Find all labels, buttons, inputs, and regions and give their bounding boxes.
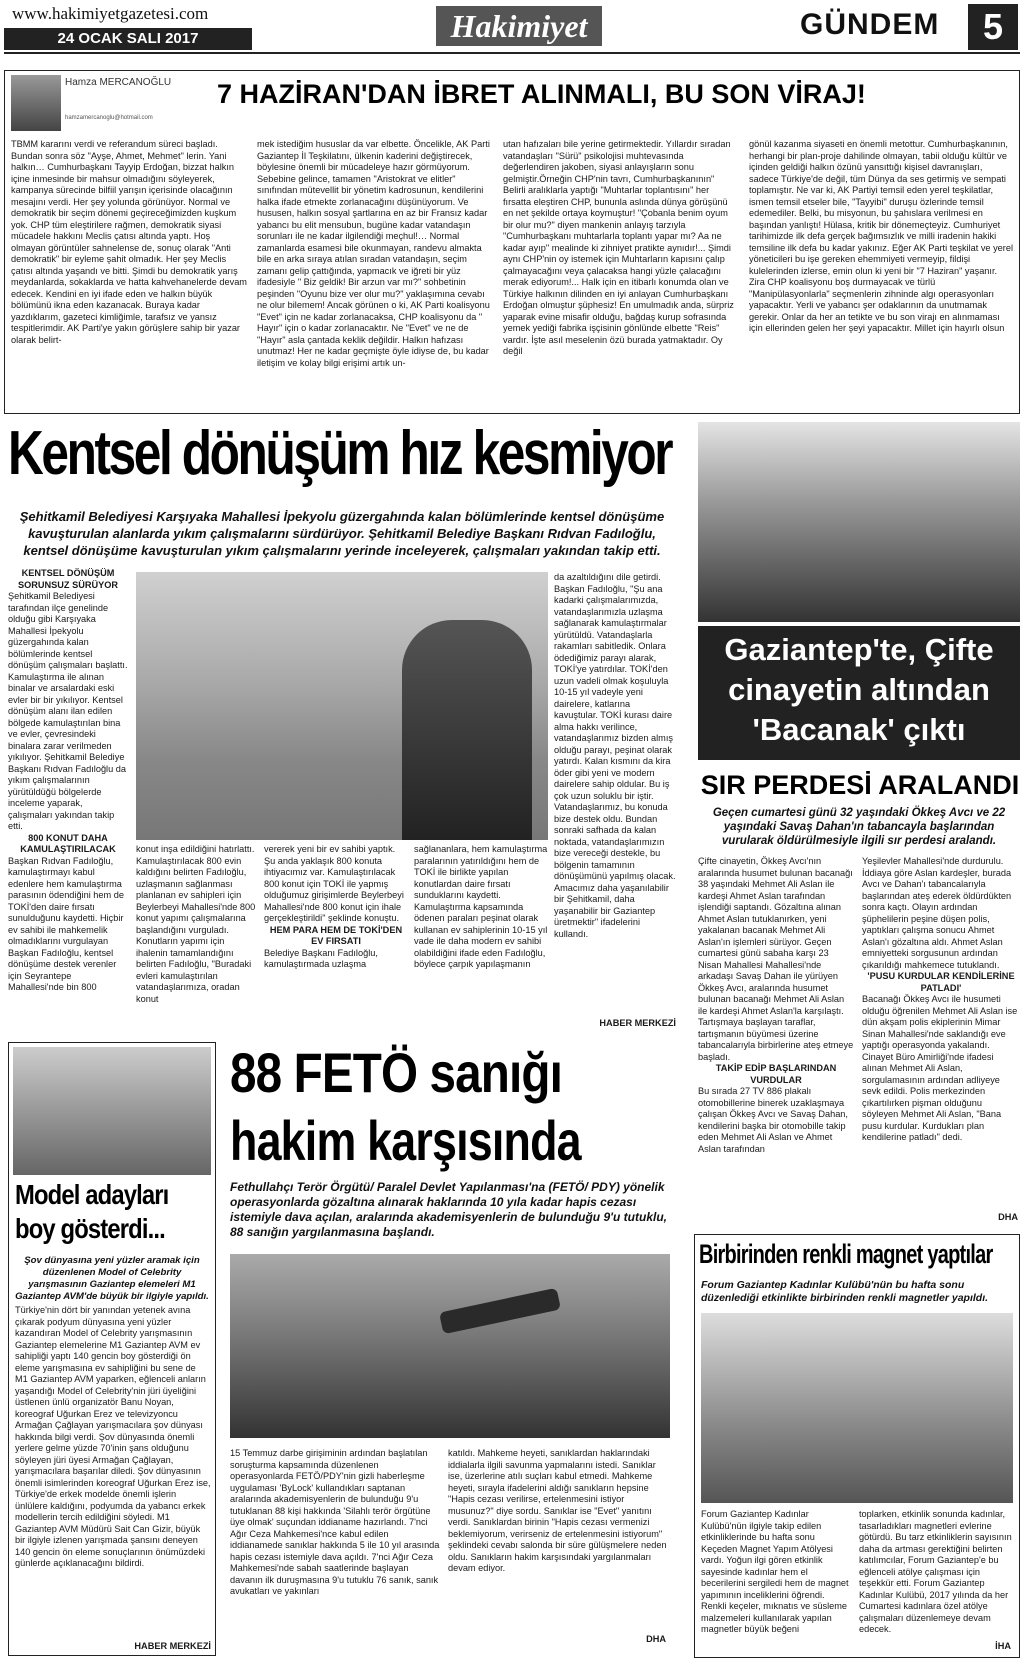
page-number-text: 5 (982, 6, 1004, 47)
kentsel-credit: HABER MERKEZİ (599, 1018, 676, 1028)
author-email[interactable]: hamzamercanoglu@hotmail.com (65, 115, 153, 121)
feto-col2: katıldı. Mahkeme heyeti, sanıklardan haklarındaki iddialarla ilgili savunma yapmalarını istedi. Sanıklar ise, üzerlerine atılı suçları kabul etmedi. Mahkeme heyeti, sırayla ifadelerini aldığı sanıkların hepsine "Hapis cezası verilirse, ertelenmesini istiyor musunuz?" diye sordu. Sanıklar ise "Evet" yanıtını verdi. Sanıklardan birinin "Hapis cezası vermenizi beklemiyorum, verirseniz de ertelenmesini istiyorum" şeklindeki cevabı salonda bir süre gülüşmelere neden oldu. Sanıkların hakim karşısındaki yargılanmaları devam ediyor. (448, 1448, 667, 1573)
cinayet-sh1: TAKİP EDİP BAŞLARINDAN VURDULAR (715, 1063, 837, 1085)
cinayet-col2 (862, 856, 1020, 1210)
cinayet-headline-box (698, 626, 1020, 760)
column-text-1: TBMM kararını verdi ve referandum süreci başladı. Bundan sonra söz "Ayşe, Ahmet, Mehmet" lerin. Yani halkın… Cumhurbaşkanı Tayyip Erdoğan, bizzat halkın içine inmesinde bir mahsur olmadığını söyleyerek, kampanya sürecinde bilfiil yarışın içerisinde olacağının mesajını verdi. Her şey yolunda görünüyor. Normal ve demokratik bir seçim dönemi geçireceğimizden kuşkum yok. CHP tüm eleştirilere rağmen, demokratik siyasi mücadele hakkını Meclis çatısı altında yaptı. Hoş olmayan görüntüler sahnelense de, sonuç olarak "Anti demokratik" bir eyleme şahit olmadık. Her şey Meclis çatısı altında yaşandı ve bitti. Şimdi bu demokratik yarış meydanlarda, sokaklarda ve hatta kahvehanelerde devam edecek. Kendini en iyi ifade eden ve halkın büyük bölümünü ikna eden kazanacak. Buraya kadar yazdıklarım, gazeteci kimliğimle, tarafsız ve yansız tespitlerimdir. AK Parti'ye yakın görüşlere sahip bir yazar olarak belirt- (11, 139, 247, 345)
cinayet-col1b-text: Bu sırada 27 TV 886 plakalı otomobillerine binerek uzaklaşmaya çalışan Ökkeş Avcı ve Savaş Dahan, kendilerini başka bir otomobille takip eden Mehmet Ali Aslan ve Ahmet Aslan tarafından (698, 1086, 848, 1154)
cinayet-col2-text: Yeşilevler Mahallesi'nde durdurulu. İddiaya göre Aslan kardeşler, burada Avcı ve Dahan'ı tabancalarıyla başlarından ateş ederek öldürdükten sonra kaçtı. Olayın ardından şüphelilerin peşine düşen polis, yaptıkları çalışma sonucu Ahmet Aslan'ı gözaltına aldı. Ahmet Aslan emniyetteki sorgusunun ardından çıkarıldığı mahkemece tutuklandı. (862, 856, 1012, 970)
kentsel-sh2: 800 KONUT DAHA KAMULAŞTIRILACAK (20, 832, 116, 854)
issue-date: 24 OCAK SALI 2017 (57, 30, 199, 47)
section-name: GÜNDEM (800, 8, 940, 41)
magnet-col2: toplarken, etkinlik sonunda kadınlar, tasarladıkları magnetleri evlerine götürdü. Bu tarz etkinliklerin sayısının daha da artması gerektiğini belirten katılımcılar, Forum Gaziantep'e bu eğlenceli atölye çalışması için teşekkür etti. Forum Gaziantep Kadınlar Kulübü, 2017 yılında da her Cumartesi kadınlara özel atölye çalışmaları düzenlemeye devam edecek. (859, 1509, 1012, 1634)
kentsel-col1b-text: Başkan Rıdvan Fadıloğlu, kamulaştırmayı kabul edenlere hem kamulaştırma parasının ödendiğini hem de TOKİ'den daire fırsatı sunulduğunu kaydetti. Hiçbir ev sahibi ile mahkemelik olmadıklarını vurgulayan Başkan Fadıloğlu, kentsel dönüşüme destek verenler için Seyrantepe Mahallesi'nde bin 800 (8, 855, 124, 992)
model-subheadline: Şov dünyasına yeni yüzler aramak için düzenlenen Model of Celebrity yarışmasının Gaziantep elemeleri M1 Gaziantep AVM'de büyük bir ilgiyle yapıldı. (15, 1255, 209, 1302)
feto-credit: DHA (646, 1634, 666, 1644)
model-photo (13, 1047, 211, 1175)
cinayet-col1-text: Çifte cinayetin, Ökkeş Avcı'nın aralarında husumet bulunan bacanağı 38 yaşındaki Mehmet Ali Aslan ile kardeşi Ahmet Aslan tarafından işlendiği saptandı. Gözaltına alınan Ahmet Aslan tutuklanırken, yeni yakalanan bacanak Mehmet Ali Aslan'ın işlemleri sürüyor. Geçen cumartesi günü sabaha karşı 23 Nisan Mahallesi Mahallesi'nde arkadaşı Savaş Dahan ile yürüyen Ökkeş Avcı, aralarında husumet bulunan bacanağı Mehmet Ali Aslan ile kardeşi Ahmet Aslan'la karşılaştı. Tartışmaya başlayan taraflar, tartışmanın büyümesi üzerine tabancalarıyla birbirlerine ateş etmeye başladı. (698, 856, 854, 1062)
feto-col1: 15 Temmuz darbe girişiminin ardından başlatılan soruşturma kapsamında düzenlenen operasyonlarda FETÖ/PDY'nin gizli haberleşme uygulaması 'ByLock' kullandıkları saptanan aralarında akademisyenlerin de bulunduğu 9'u tutuklanan 88 kişi hakkında 'Silahlı terör örgütüne üye olmak' suçundan iddianame hazırlandı. 7'nci Ağır Ceza Mahkemesi'nce kabul edilen iddianamede sanıklar hakkında 5 ile 10 yıl arasında hapis cezası istemiyle dava açıldı. 7'nci Ağır Ceza Mahkemesi'nde sabah saatlerinde başlayan davanın ilk duruşmasına 9'u tutuklu 76 sanık, sanık avukatları ve yakınları (230, 1448, 440, 1596)
cinayet-headline-3: 'Bacanak' çıktı (752, 712, 966, 747)
kentsel-subheadline: Şehitkamil Belediyesi Karşıyaka Mahallesi İpekyolu güzergahında kalan bölümlerinde kentsel dönüşüme kavuşturulan alanlarda yıkım çalışmalarını sürdürüyor. Şehitkamil Belediye Başkanı Rıdvan Fadıloğlu, kentsel dönüşüme kavuşturulan yıkım çalışmalarını yerinde inceleyerek, çalışmaları yakından takip etti. (19, 509, 665, 558)
model-headline-2: boy gösterdi... (15, 1213, 165, 1244)
cinayet-sh2: 'PUSU KURDULAR KENDİLERİNE PATLADI' (867, 971, 1015, 993)
column-title: 7 HAZİRAN'DAN İBRET ALINMALI, BU SON VİRAJ! (217, 79, 866, 109)
feto-headline-2: hakim karşısında (230, 1109, 581, 1172)
cinayet-credit: DHA (998, 1212, 1018, 1222)
kentsel-sh3: HEM PARA HEM DE TOKİ'DEN EV FIRSATI (269, 924, 403, 946)
magnet-photo (701, 1313, 1013, 1503)
kentsel-sh1: KENTSEL DÖNÜŞÜM SORUNSUZ SÜRÜYOR (17, 568, 119, 590)
magnet-subheadline: Forum Gaziantep Kadınlar Kulübü'nün bu hafta sonu düzenlediği etkinlikte birbirinden renkli magnetler yapıldı. (701, 1279, 989, 1304)
kentsel-headline: Kentsel dönüşüm hız kesmiyor (8, 419, 672, 488)
kentsel-col3 (264, 844, 408, 1030)
column-box (4, 70, 1020, 414)
model-body: Türkiye'nin dört bir yanından yetenek avına çıkarak podyum dünyasına yeni yüzler kazandıran Model of Celebrity yarışmasının Gaziantep elemelerine M1 Gaziantep AVM ev sahipliği yaptı 140 gencin boy gösterdiği ön eleme yarışmasına ev sahipliğini bu sene de M1 Gaziantep AVM yaparken, eğlenceli anların yaşandığı Model of Celebrity'nin jüri üyeliğini üstlenen ünlü organizatör Banu Noyan, koreograf Uğurkan Erez ve televizyoncu Armağan Çağlayan yarışmacılara şov dünyası hakkında bilgi verdi. Şov dünyasında önemli yerlere gelme yüzde 70'inin şans olduğunu söyleyen jüri üyesi Armağan Çağlayan, yarışmacılara başarılar diledi. Şov dünyasının önemli isimlerinden koreograf Uğurkan Erez ise, Türkiye'de erkek modelde önemli işlerin ünlülere kaldığını, podyumda da yabancı erkek modellerin tercih edildiğini söyledi. M1 Gaziantep AVM Müdürü Sait Can Gizir, büyük bir ilgiyle izlenen yarışmada şansını deneyen 140 gencin ön eleme sonuçlarının önümüzdeki günlerde açıklanacağını bildirdi. (15, 1305, 211, 1568)
column-text-3: utan hafızaları bile yerine getirmektedir. Yıllardır sıradan vatandaşları "Sürü" psikolojisi muhtevasında değerlendiren jakoben, siyasi anlayışların sonu gelmiştir.Örneğin CHP'nin tavrı, Cumhurbaşkanının" Belirli aralıklarla yaptığı "Muhtarlar toplantısını" her fırsatta eleştiren CHP, bununla aslında dünya görüşünü en net şekilde ortaya koymuştur! "Çobanla benim oyum bir olur mu?" diyen mankenin anlayış tarzıyla "Cumhurbaşkanı muhtarlarla toplantı yapar mı? Aa ne kadar ayıp" mealinde ki zihniyet pratikte aynıdır!... Şimdi aynı CHP'nin oy istemek için Muhtarların kapısını çalıp çalmayacağını veya çalacaksa hangi yüzle çalacağını merak ediyorum!... Halk için en itibarlı konumda olan ve Türkiye halkının dilinden en iyi anlayan Cumhurbaşkanı Erdoğan olmuştur şüphesiz! En umulmadık anda, sürpriz yaparak evine misafir olduğu, bağdaş kurup sofrasında yemek yediği fabrika işçisinin gönlünde elbette "Reis" vardır. İşte asıl meselenin özü burada yatmaktadır. Oy değil (503, 139, 734, 356)
kentsel-col1-text: Şehitkamil Belediyesi tarafından ilçe genelinde olduğu gibi Karşıyaka Mahallesi İpekyolu güzergahında kalan bölümlerinde kentsel dönüşüm çalışmaları başlattı. Kamulaştırma ile alınan binalar ve arsalardaki eski evler bir bir yıkılıyor. Kentsel dönüşüm alanı ilan edilen bölgede kamulaştırılan bina ve evler, çevresindeki binalara zarar verilmeden yıkılıyor. Şehitkamil Belediye Başkanı Rıdvan Fadıloğlu da yıkım çalışmalarının yürütüldüğü bölgelerde inceleme yaparak, çalışmaları yakından takip etti. (8, 591, 128, 831)
kentsel-col3-text: vererek yeni bir ev sahibi yaptık. Şu anda yaklaşık 800 konuta ihtiyacımız var. Kamulaştırılacak 800 konut için TOKİ ile yapmış olduğumuz girişimlerde Beylerbeyi Mahallesi'nde 800 konut için ihale gerçekleştirildi" şeklinde konuştu. (264, 844, 404, 923)
model-headline-1: Model adayları (15, 1179, 169, 1210)
kentsel-col1 (8, 568, 128, 1028)
feto-headline-1: 88 FETÖ sanığı (230, 1041, 562, 1104)
cinayet-subheadline: Geçen cumartesi günü 32 yaşındaki Ökkeş Avcı ve 22 yaşındaki Savaş Dahan'ın tabancayla başlarından vurularak öldürülmesiyle ilgili sır perdesi aralandı. (712, 807, 1006, 847)
mayor-photo (402, 620, 532, 840)
model-credit: HABER MERKEZİ (134, 1641, 211, 1651)
cinayet-headline-2: cinayetin altından (728, 672, 990, 707)
page-number (968, 4, 1018, 50)
column-text-2: mek istediğim hususlar da var elbette. Öncelikle, AK Parti Gaziantep İl Teşkilatını, ülkenin kaderini değiştirecek, böylesine önemli bir mücadeleye hazır görmüyorum. Sebebine gelince, tamamen "Aristokrat ve elitler" sınıfından mütevellit bir yönetim kadrosunun, kendilerini halka ifade etmekte zorlanacağını düşünüyorum. Ve hususen, halkın sosyal şartlarına en az bir Fransız kadar yabancı bu elit mensubun, bugüne kadar vatandaşın sorunları ile ne kadar ilgilendiği meçhul!… Normal zamanlarda esamesi bile okunmayan, randevu almakta bile en arka sıraya atılan sıradan vatandaşın, seçim zamanı gelip çattığında, yapmacık ve iğreti bir yüz ifadesiyle " Biz geldik! Bir arzun var mı?" sohbetinin peşinden "Oyunu bize ver olur mu?" yaklaşımına cevabı ne olur bilemem! Ancak görünen o ki, AK Parti koalisyonu "Evet" için ne kadar zorlanacaksa, CHP koalisyonu da " Hayır" için o kadar zorlanacaktır. Ne "Evet" ve ne de "Hayır" asla çantada keklik değildir. Halkın hafızası unutmaz! Her ne kadar geçmişte öyle idiyse de, bu kadar iletişim ve kolay bilgi erişimi artık un- (257, 139, 490, 368)
magnet-headline: Birbirinden renkli magnet yaptılar (699, 1239, 993, 1269)
newspaper-logo (436, 6, 602, 46)
feto-subheadline: Fethullahçı Terör Örgütü/ Paralel Devlet Yapılanması'na (FETÖ/ PDY) yönelik operasyonlarda gözaltına alınarak haklarında 10 yıla kadar hapis cezası istemiyle dava açılan, aralarında akademisyenlerin de bulunduğu 9'u tutuklu, 88 sanığın yargılanmasına başlandı. (230, 1180, 667, 1239)
kentsel-col2: konut inşa edildiğini hatırlattı. Kamulaştırılacak 800 evin kaldığını belirten Fadıloğlu, uzlaşmanın sağlanması planlanan ev sahipleri için Beylerbeyi Mahallesi'nde 800 konut yapımı çalışmalarına başlandığını vurguladı. Konutların yapımı için ihalenin tamamlandığını belirten Fadıloğlu, "Buradaki evleri kamulaştırılan vatandaşlarımıza, oradan konut (136, 844, 256, 1004)
masthead (0, 0, 1024, 56)
cinayet-headline-1: Gaziantep'te, Çifte (724, 632, 994, 667)
arrest-photo (698, 422, 1020, 622)
date-bar (4, 28, 252, 50)
gavel-photo (230, 1254, 670, 1438)
cinayet-col2b-text: Bacanağı Ökkeş Avcı ile husumeti olduğu öğrenilen Mehmet Ali Aslan ise dün akşam polis ekiplerinin Mimar Sinan Mahallesi'nde saklandığı eve yaptığı operasyonda yakalandı. Cinayet Büro Amirliği'nde ifadesi alınan Mehmet Ali Aslan, sorgulamasının ardından adliyeye sevk edildi. Polis merkezinden çıkartılırken pişman olduğunu söyleyen Mehmet Ali Aslan, "Bana pusu kurdular. Kurdukları plan kendilerine patladı" dedi. (862, 994, 1018, 1142)
website-url[interactable]: www.hakimiyetgazetesi.com (12, 4, 209, 23)
author-photo (11, 75, 61, 131)
column-text-4: gönül kazanma siyaseti en önemli metottur. Cumhurbaşkanının, herhangi bir plan-proje dahilinde olmayan, tabii olduğu kültür ve içinden geldiği halkın özünü yansıttığı kişisel davranışları, sadece Türkiye'de değil, tüm Dünya da ses getirmiş ve sempati toplamıştır. Ne var ki, AK Partiyi temsil eden yerel teşkilatlar, ismen temsil etseler bile, "Tayyibi" duruşu özlerinde temsil edemediler. Belki, bu misyonun, bu şahıslara verilmesi en başından yanlıştı! Hülasa, kritik bir dönemeçteyiz. Cumhuriyet tarihimizde ilk defa gerçek bağımsızlık ve milli iradenin hakiki temsiline ilk defa bu kadar yakınız. Eğer AK Parti teşkilat ve yerel yöneticileri bu işe gereken ehemmiyeti vermeyip, fildişi kulelerinden izlerse, emin olun ki yeni bir "7 Haziran" yaşanır. Zira CHP koalisyonu boş durmayacak ve türlü "Manipülasyonlarla" seçmenlerin zihninde algı operasyonları yapacaktır. Yerli ve yabancı şer odaklarının da unutmamak gerekir. Onlar da her an tetikte ve bu son virajı en alınmaması için ellerinden gelen her şeyi yapacaktır. Millet için hayırlı olsun (749, 139, 1013, 333)
cinayet-col1 (698, 856, 854, 1224)
masthead-rule (4, 52, 1020, 54)
magnet-box (694, 1234, 1020, 1658)
magnet-col1: Forum Gaziantep Kadınlar Kulübü'nün ilgiyle takip edilen etkinliklerinde bu hafta sonu Keçeden Magnet Yapım Atölyesi vardı. Yoğun ilgi gören etkinlik sayesinde kadınlar hem el becerilerini sergiledi hem de magnet yapımının inceliklerini öğrendi. Renkli keçeler, mıknatıs ve süsleme malzemeleri kullanılarak yapılan magnetler büyük beğeni (701, 1509, 849, 1634)
kentsel-col5: da azaltıldığını dile getirdi. Başkan Fadıloğlu, "Şu ana kadarki çalışmalarımızda, vatandaşlarımızla uzlaşma sağlanarak kamulaştırmalar yürütüldü. Vatandaşlarla rakamları sabitledik. Onlara ödediğimiz parayı alarak, TOKİ'ye yatırdılar. TOKİ'den uzun vadeli olmak koşuluyla 10-15 yıl vadeyle yeni dairelere, katlarına kavuştular. TOKİ kurası daire alma hakkı verilince, vatandaşlarımız bizden almış olduğu parayı, peşinat olarak yatırdı. Kalan kısmını da kira öder gibi yeni ve modern dairelere sahip oldular. Bu iş çok uzun soluklu bir iştir. Vatandaşlarımız, bu konuda bize destek oldu. Bundan sonraki safhada da kalan noktada, vatandaşlarımızın bize vereceği destekle, bu bölgenin tamamının dönüşümünü yapılmış olacak. Amacımız daha yaşanılabilir bir Şehitkamil, daha yaşanabilir bir Gaziantep üretmektir" ifadelerini kullandı. (554, 572, 676, 939)
kentsel-col3b-text: Belediye Başkanı Fadıloğlu, kamulaştırmada uzlaşma (264, 947, 378, 969)
logo-text: Hakimiyet (450, 8, 588, 44)
author-name: Hamza MERCANOĞLU (65, 77, 172, 88)
model-box (8, 1042, 216, 1656)
magnet-credit: İHA (995, 1641, 1011, 1651)
cinayet-banner: SIR PERDESİ ARALANDI (700, 770, 1020, 800)
kentsel-col4: sağlananlara, hem kamulaştırma paralarının yatırıldığını hem de TOKİ ile birlikte yapılan konutlardan daire fırsatı sunduklarını kaydetti. Kamulaştırma kapsamında ödenen paraları peşinat olarak kullanan ev sahiplerinin 10-15 yıl vade ile daha modern ev sahibi olabildiğini ifade eden Fadıloğlu, böylece çarpık yapılaşmanın (414, 844, 548, 969)
